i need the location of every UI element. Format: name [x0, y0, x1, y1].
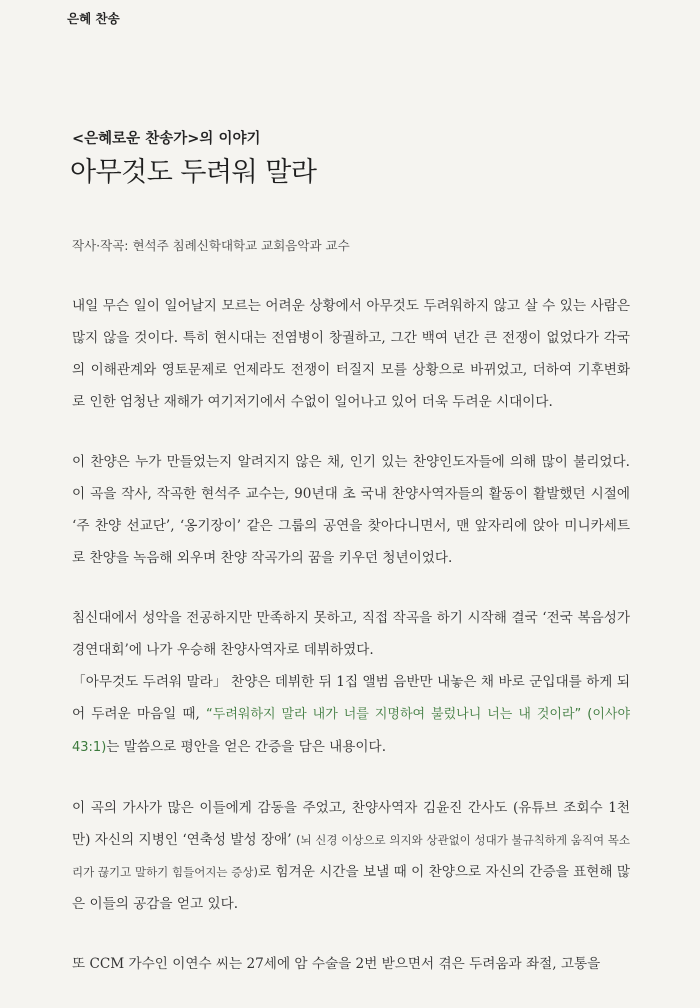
- paragraph-1: 내일 무슨 일이 일어날지 모르는 어려운 상황에서 아무것도 두려워하지 않고 살 수 있는 사람은 많지 않을 것이다. 특히 현시대는 전염병이 창궐하고, 그간 백여 년간 큰 전쟁이 없었다가 각국의 이해관계와 영토문제로 언제라도 전쟁이 터질지 모를 상황으로 바뀌었고, 더하여 기후변화로 인한 엄청난 재해가 여기저기에서 수없이 일어나고 있어 더욱 두려운 시대이다.: [72, 298, 630, 410]
- paragraph-3: 침신대에서 성악을 전공하지만 만족하지 못하고, 직접 작곡을 하기 시작해 결국 ‘전국 복음성가 경연대회’에 나가 우승해 찬양사역자로 데뷔하였다.: [72, 610, 630, 658]
- scripture-quote: “두려워하지 말라 내가 너를 지명하여 불렀나니 너는 내 것이라” (이사야 43:1): [72, 707, 630, 755]
- paragraph-5: [72, 792, 630, 920]
- article-author: 작사·작곡: 현석주 침례신학대학교 교회음악과 교수: [72, 238, 350, 253]
- article-body: [72, 290, 630, 1008]
- paragraph-5-text-a: 이 곡의 가사가 많은 이들에게 감동을 주었고, 찬양사역자 김윤진 간사도 (유튜브 조회수 1천만) 자신의 지병인 ‘연축성 발성 장애’: [72, 800, 630, 848]
- paragraph-4-text-b: 는 말씀으로 평안을 얻은 간증을 담은 내용이다.: [106, 739, 387, 755]
- article-title: 아무것도 두려워 말라: [70, 157, 317, 188]
- paragraph-4-text-a: 「아무것도 두려워 말라」 찬양은 데뷔한 뒤 1집 앨범 음반만 내놓은 채 바로 군입대를 하게 되어 두려운 마음일 때,: [72, 674, 630, 722]
- paragraph-5-text-b: 로 힘겨운 시간을 보낼 때 이 찬양으로 자신의 간증을 표현해 많은 이들의 공감을 얻고 있다.: [72, 864, 631, 912]
- paragraph-6: 또 CCM 가수인 이연수 씨는 27세에 암 수술을 2번 받으면서 겪은 두려움과 좌절, 고통을: [72, 956, 601, 972]
- paragraph-2: 이 찬양은 누가 만들었는지 알려지지 않은 채, 인기 있는 찬양인도자들에 의해 많이 불리었다. 이 곡을 작사, 작곡한 현석주 교수는, 90년대 초 국내 찬양사역자들의 활동이 활발했던 시절에 ‘주 찬양 선교단’, ‘옹기장이’ 같은 그룹의 공연을 찾아다니면서, 맨 앞자리에 앉아 미니카세트로 찬양을 녹음해 외우며 찬양 작곡가의 꿈을 키우던 청년이었다.: [72, 454, 630, 566]
- medical-note: (뇌 신경 이상으로 의지와 상관없이 성대가 불규칙하게 움직여 목소리가 끊기고 말하기 힘들어지는 증상): [72, 833, 631, 879]
- site-name[interactable]: 은혜 찬송: [67, 11, 120, 26]
- article-subtitle: <은혜로운 찬송가>의 이야기: [72, 131, 261, 147]
- paragraph-4: [72, 666, 630, 764]
